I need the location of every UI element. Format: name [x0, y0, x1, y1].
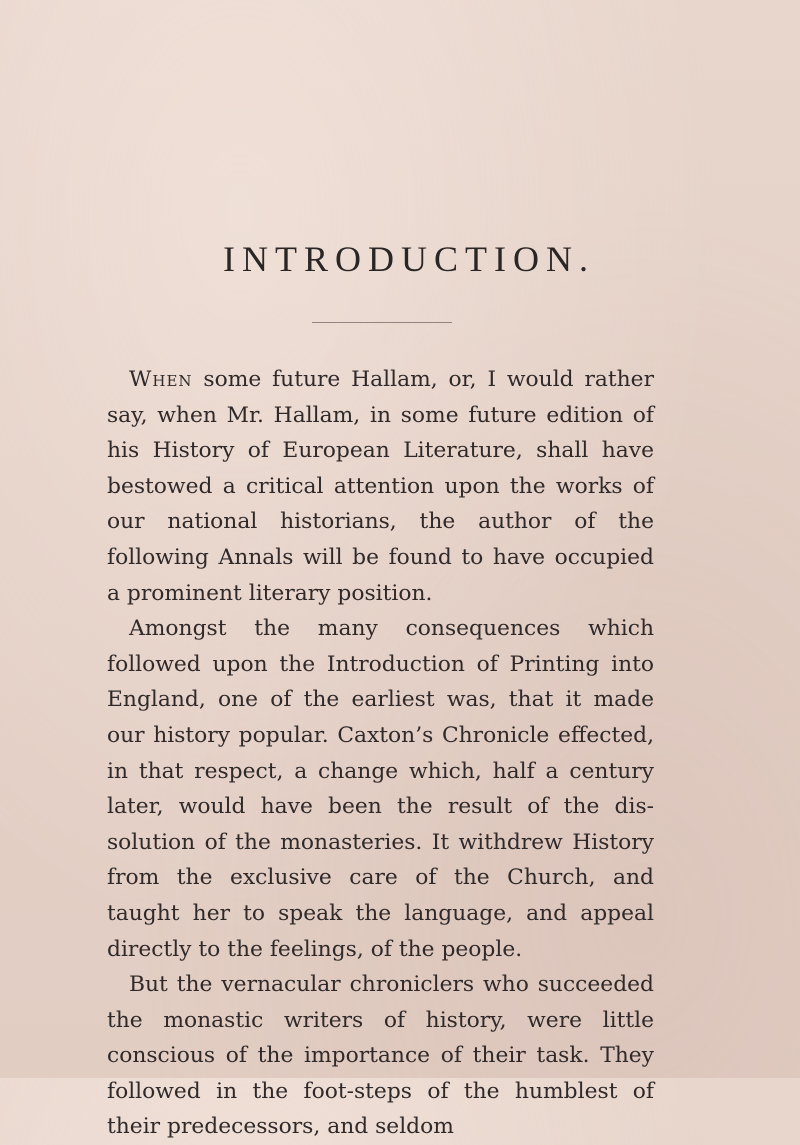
paragraph-3: But the vernacular chroniclers who succeeded the monastic writers of history, were little conscious of the importance of their task. They followed in the foot-steps of the humblest of their predecessors, and seldom — [107, 972, 654, 1140]
paragraph-1-lead: When — [129, 367, 193, 392]
body-text — [107, 362, 654, 1145]
title-divider — [312, 322, 452, 323]
paragraph-1-text: some future Hallam, or, I would rather say, when Mr. Hallam, in some future edition of his History of European Literature, shall have bestowed a critical attention upon the works of our national historians, the author of the following Annals will be found to have occupied a prominent literary position. — [107, 367, 654, 606]
paragraph-2: Amongst the many consequences which followed upon the Introduction of Printing into England, one of the earliest was, that it made our history popular. Caxton’s Chronicle effected, in that respect, a change which, half a century later, would have been the result of the dis-solution of the monasteries. It withdrew History from the exclusive care of the Church, and taught her to speak the language, and appeal directly to the feelings, of the people. — [107, 616, 654, 962]
paragraph-1 — [107, 362, 654, 611]
chapter-title: INTRODUCTION. — [223, 239, 595, 279]
